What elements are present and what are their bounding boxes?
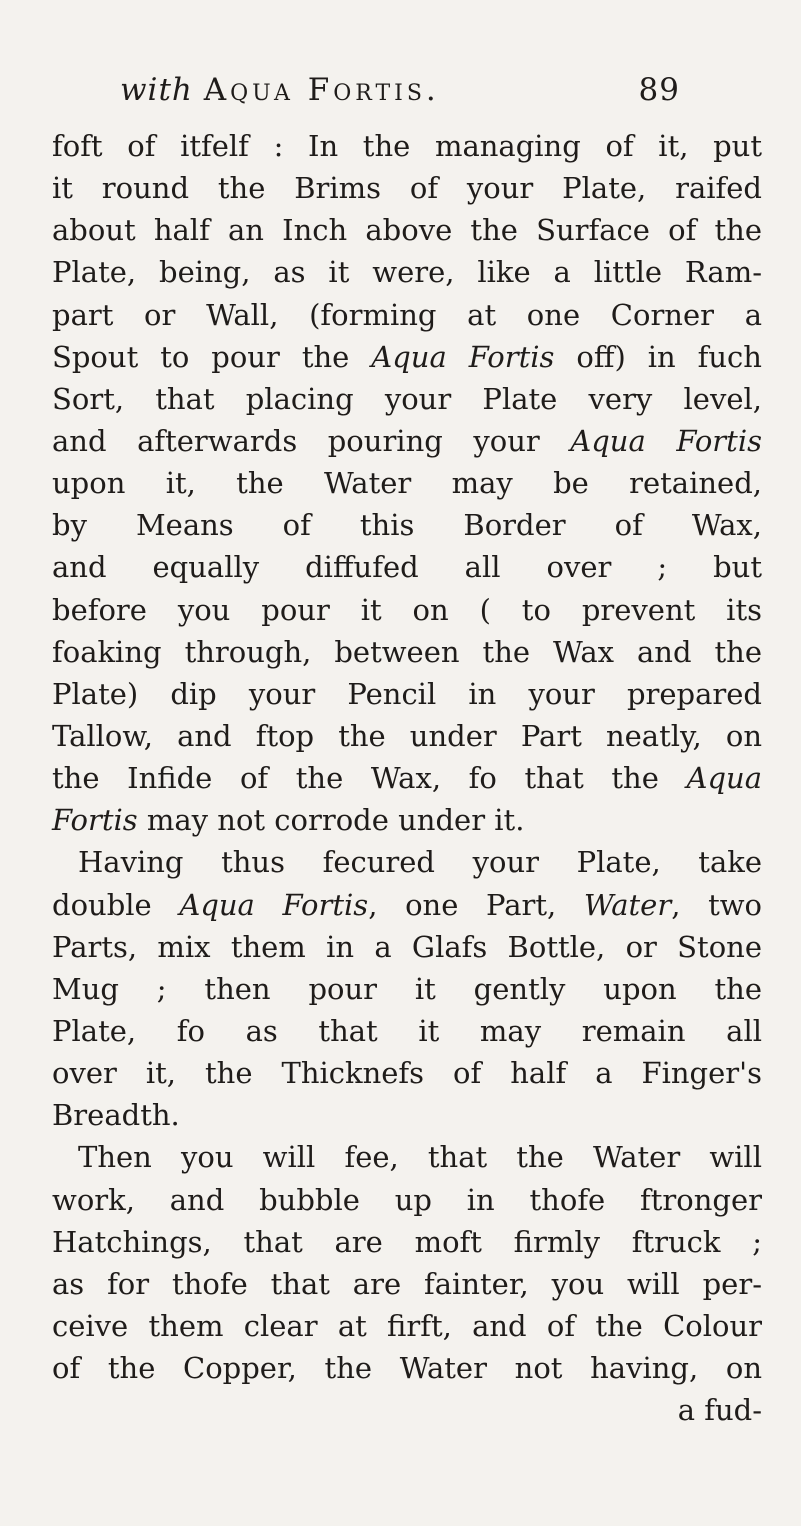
text-line: of the Copper, the Water not having, on <box>52 1351 762 1386</box>
text-line: and equally diffufed all over ; but <box>52 550 762 585</box>
text-line: ceive them clear at firft, and of the Colour <box>52 1308 762 1343</box>
text-run: the Infide of the Wax, fo that the <box>52 761 687 796</box>
text-run: and afterwards pouring your <box>52 423 571 458</box>
italic-run: Aqua Fortis <box>371 339 555 374</box>
text-line: before you pour it on ( to prevent its <box>52 592 762 627</box>
running-title-italic: with <box>120 72 193 108</box>
text-line: Mug ; then pour it gently upon the <box>52 971 762 1006</box>
text-line <box>52 799 762 841</box>
italic-run: Fortis <box>52 803 138 838</box>
italic-run: Aqua <box>686 761 762 796</box>
text-line: Plate, being, as it were, like a little Ram- <box>52 255 762 290</box>
text-run: off) in fuch <box>554 339 762 374</box>
text-line: as for thofe that are fainter, you will per- <box>52 1266 762 1301</box>
text-line <box>52 336 762 378</box>
text-line <box>52 757 762 799</box>
italic-run: Aqua Fortis <box>179 887 369 922</box>
text-line: Having thus fecured your Plate, take <box>78 845 762 880</box>
italic-run: Water <box>583 887 672 922</box>
text-line: part or Wall, (forming at one Corner a <box>52 297 762 332</box>
text-line: it round the Brims of your Plate, raifed <box>52 171 762 206</box>
text-run: , two <box>671 887 763 922</box>
text-line <box>52 420 762 462</box>
italic-run: Aqua Fortis <box>570 423 762 458</box>
text-line: foft of itfelf : In the managing of it, put <box>52 129 762 163</box>
running-header <box>120 72 680 122</box>
text-line: Plate, fo as that it may remain all <box>52 1013 762 1048</box>
text-line: upon it, the Water may be retained, <box>52 466 762 501</box>
catchword: a fud- <box>677 1393 762 1428</box>
text-run: Spout to pour the <box>52 339 372 374</box>
text-line: about half an Inch above the Surface of the <box>52 213 762 248</box>
text-line: Hatchings, that are moft firmly ftruck ; <box>52 1224 762 1259</box>
text-line <box>52 884 762 926</box>
text-run: may not corrode under it. <box>137 803 525 838</box>
text-line: Parts, mix them in a Glafs Bottle, or Stone <box>52 929 762 964</box>
text-line: by Means of this Border of Wax, <box>52 508 762 543</box>
text-line: Plate) dip your Pencil in your prepared <box>52 676 762 711</box>
page-number: 89 <box>638 72 680 108</box>
text-line: over it, the Thicknefs of half a Finger's <box>52 1056 762 1091</box>
text-run: double <box>52 887 180 922</box>
text-line: Then you will fee, that the Water will <box>78 1140 762 1175</box>
text-run: , one Part, <box>368 887 584 922</box>
body-text <box>52 125 762 1431</box>
text-line: Tallow, and ftop the under Part neatly, on <box>52 718 762 753</box>
running-title-small-caps: Aqua Fortis. <box>203 72 440 108</box>
text-line: work, and bubble up in thofe ftronger <box>52 1182 762 1217</box>
running-title <box>120 72 440 108</box>
text-line: Sort, that placing your Plate very level, <box>52 381 762 416</box>
text-line: Breadth. <box>52 1098 180 1133</box>
text-line: foaking through, between the Wax and the <box>52 634 762 669</box>
